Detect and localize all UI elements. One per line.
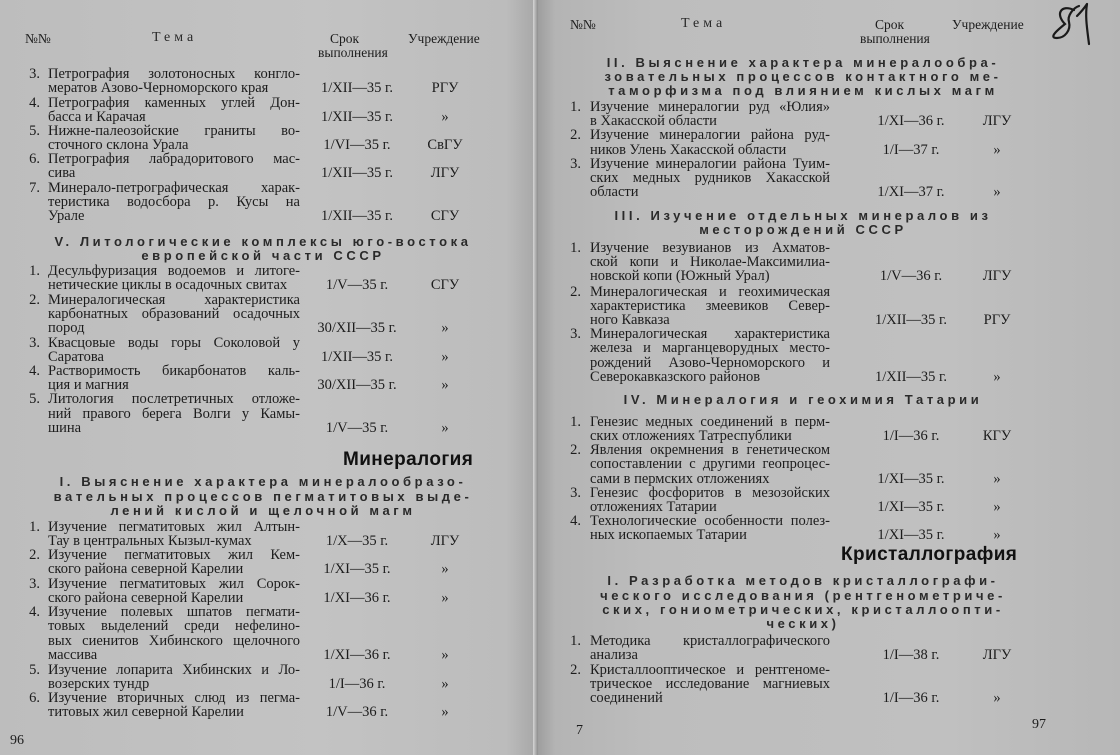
item-topic-line: карбонатных образований осадочных [48,306,300,322]
item-institution: » [441,590,449,606]
item-term: 1/I—38 г. [882,647,940,663]
item-number: 6. [29,151,40,167]
item-topic-line: сами в пермских отложениях [590,471,770,487]
item-number: 2. [570,662,581,678]
item-topic-line: Литология послетретичных отложе- [48,391,300,407]
column-header-term-line2: выполнения [318,45,388,60]
item-topic-line: Саратова [48,349,104,365]
item-topic-line: Изучение везувианов из Ахматов- [590,240,830,256]
item-institution: » [993,499,1001,515]
item-institution: ЛГУ [430,533,460,549]
item-topic-line: ного Кавказа [590,312,670,328]
item-institution: » [441,377,449,393]
section-heading-line: V. Литологические комплексы юго-востока [54,234,472,249]
item-institution: ЛГУ [982,268,1012,284]
section-heading-line: I. Выяснение характера минералообразо- [59,474,467,489]
item-term: 1/XI—35 г. [877,471,945,487]
section-heading-line: II. Выяснение характера минералообра- [606,55,1000,70]
item-term: 1/XI—35 г. [877,499,945,515]
item-topic-line: мератов Азово-Черноморского края [48,80,269,96]
section-heading-line: ских, гониометрических, кристаллоопти- [602,602,1004,617]
left-page [0,0,533,755]
item-topic-line: Десульфуризация водоемов и литоге- [48,263,300,279]
item-topic-line: ской копи и Николае-Максимилиа- [590,254,830,270]
item-term: 30/XII—35 г. [317,377,397,393]
page-number-left: 96 [10,733,24,748]
item-topic-line: Технологические особенности полез- [590,513,830,529]
item-topic-line: трическое исследование магниевых [590,676,830,692]
section-heading-line: месторождений СССР [699,222,907,237]
item-topic-line: ников Улень Хакасской области [590,142,787,158]
item-topic-line: Изучение пегматитовых жил Сорок- [48,576,300,592]
item-institution: » [441,420,449,436]
item-number: 2. [570,442,581,458]
item-number: 1. [29,263,40,279]
item-term: 1/XII—35 г. [875,312,947,328]
section-heading-line: ческого исследования (рентгенометриче- [600,588,1006,603]
item-institution: » [993,142,1001,158]
item-institution: » [441,647,449,663]
item-topic-line: ных ископаемых Татарии [590,527,747,543]
handwritten-page-mark [1041,2,1101,48]
item-number: 5. [29,391,40,407]
item-institution: КГУ [982,428,1012,444]
item-topic-line: Изучение лопарита Хибинских и Ло- [48,662,300,678]
item-term: 1/XI—36 г. [323,647,391,663]
item-number: 4. [29,363,40,379]
item-number: 2. [29,547,40,563]
section-heading-line: зовательных процессов контактного ме- [604,69,1002,84]
item-number: 4. [570,513,581,529]
item-topic-line: Изучение вторичных слюд из пегма- [48,690,300,706]
item-term: 1/XII—35 г. [321,109,393,125]
item-institution: СГУ [430,277,460,293]
section-heading-line: европейской части СССР [141,248,385,263]
item-topic-line: сива [48,165,76,181]
item-institution: » [993,690,1001,706]
item-term: 1/V—36 г. [325,704,389,720]
item-topic-line: отложениях Татарии [590,499,717,515]
item-topic-line: ний правого берега Волги у Камы- [48,406,300,422]
item-topic-line: басса и Карачая [48,109,146,125]
section-heading-line: таморфизма под влиянием кислых магм [608,83,998,98]
item-institution: » [441,561,449,577]
item-term: 1/V—36 г. [879,268,943,284]
item-topic-line: области [590,184,639,200]
section-heading-line: I. Разработка методов кристаллографи- [607,573,999,588]
item-topic-line: ция и магния [48,377,129,393]
item-topic-line: Изучение минералогии района руд- [590,127,830,143]
item-topic-line: рождений Азово-Черноморского и [590,355,830,371]
item-institution: » [441,320,449,336]
item-topic-line: Петрография золотоносных конгло- [48,66,300,82]
column-header-institution: Учреждение [408,31,480,46]
item-institution: » [441,349,449,365]
item-topic-line: возерских тундр [48,676,150,692]
item-number: 7. [29,180,40,196]
discipline-heading-mineralogy: Минералогия [343,449,474,470]
item-number: 3. [570,326,581,342]
section-heading-line: ческих) [766,616,840,631]
item-topic-line: Явления окремнения в генетическом [590,442,830,458]
column-header-term: Срок [875,17,905,32]
item-topic-line: Растворимость бикарбонатов каль- [48,363,300,379]
item-topic-line: Минералогическая характеристика [590,326,830,342]
item-topic-line: сточного склона Урала [48,137,189,153]
item-institution: ЛГУ [430,165,460,181]
item-topic-line: Северокавказского районов [590,369,761,385]
item-institution: РГУ [431,80,459,96]
item-number: 1. [570,240,581,256]
item-number: 1. [29,519,40,535]
column-header-institution: Учреждение [952,17,1024,32]
item-topic-line: соединений [590,690,663,706]
item-institution: СГУ [430,208,460,224]
item-number: 3. [29,335,40,351]
item-number: 3. [570,485,581,501]
item-topic-line: ских медных рудников Хакасской [590,170,830,186]
item-topic-line: Минералогическая и геохимическая [590,284,830,300]
column-header-topic: Тема [152,30,198,45]
signature-mark: 7 [576,723,583,738]
right-page [538,0,1120,755]
item-topic-line: Петрография каменных углей Дон- [48,95,300,111]
item-topic-line: теристика водосбора р. Кусы на [48,194,300,210]
item-term: 1/XI—35 г. [323,561,391,577]
item-term: 1/XI—35 г. [877,527,945,543]
item-number: 3. [570,156,581,172]
item-topic-line: Изучение пегматитовых жил Кем- [48,547,300,563]
item-topic-line: в Хакасской области [590,113,717,129]
item-term: 1/I—36 г. [882,690,940,706]
item-term: 1/V—35 г. [325,277,389,293]
item-number: 2. [570,127,581,143]
item-term: 1/XII—35 г. [321,208,393,224]
item-topic-line: анализа [590,647,638,663]
item-topic-line: Тау в центральных Кызыл-кумах [48,533,252,549]
item-topic-line: шина [48,420,82,436]
item-term: 1/XI—36 г. [323,590,391,606]
item-institution: ЛГУ [982,113,1012,129]
item-number: 2. [29,292,40,308]
item-topic-line: Изучение пегматитовых жил Алтын- [48,519,300,535]
item-term: 1/XII—35 г. [321,349,393,365]
item-topic-line: пород [48,320,85,336]
item-number: 1. [570,414,581,430]
item-number: 4. [29,95,40,111]
item-institution: » [993,471,1001,487]
item-term: 1/XII—35 г. [321,80,393,96]
item-topic-line: Нижне-палеозойские граниты во- [48,123,300,139]
item-topic-line: Квасцовые воды горы Соколовой у [48,335,300,351]
item-topic-line: ских отложениях Татреспублики [590,428,792,444]
item-number: 5. [29,123,40,139]
item-topic-line: Изучение минералогии района Туим- [590,156,830,172]
item-institution: ЛГУ [982,647,1012,663]
item-topic-line: сопоставлении с другими геопроцес- [590,456,830,472]
item-topic-line: Минерало-петрографическая харак- [48,180,300,196]
column-header-number: №№ [570,17,596,32]
item-topic-line: новской копи (Южный Урал) [590,268,770,284]
discipline-heading-crystallography: Кристаллография [841,544,1018,565]
item-topic-line: характеристика змеевиков Север- [590,298,830,314]
item-topic-line: Изучение минералогии руд «Юлия» [590,99,830,115]
item-number: 3. [29,66,40,82]
item-term: 1/X—35 г. [325,533,389,549]
item-topic-line: нетические циклы в осадочных свитах [48,277,288,293]
item-topic-line: вых сиенитов Хибинского щелочного [48,633,300,649]
item-topic-line: Изучение полевых шпатов пегмати- [48,604,300,620]
item-topic-line: Урале [48,208,85,224]
column-header-term: Срок [330,31,360,46]
item-term: 1/V—35 г. [325,420,389,436]
item-topic-line: Минералогическая характеристика [48,292,300,308]
item-institution: » [993,184,1001,200]
item-institution: СвГУ [427,137,463,153]
item-term: 1/I—36 г. [328,676,386,692]
item-term: 1/XII—35 г. [875,369,947,385]
section-heading-line: IV. Минералогия и геохимия Татарии [623,392,983,407]
item-term: 1/XI—37 г. [877,184,945,200]
item-number: 3. [29,576,40,592]
item-institution: » [441,676,449,692]
item-term: 30/XII—35 г. [317,320,397,336]
item-topic-line: железа и марганцеворудных место- [590,340,830,356]
item-institution: » [441,109,449,125]
item-number: 4. [29,604,40,620]
item-number: 1. [570,99,581,115]
item-term: 1/VI—35 г. [323,137,391,153]
item-topic-line: Методика кристаллографического [590,633,830,649]
item-term: 1/XII—35 г. [321,165,393,181]
item-topic-line: товых выделений среди нефелино- [48,618,300,634]
item-institution: РГУ [983,312,1011,328]
item-topic-line: Кристаллооптическое и рентгеноме- [590,662,830,678]
item-number: 6. [29,690,40,706]
item-topic-line: Генезис медных соединений в перм- [590,414,830,430]
item-number: 5. [29,662,40,678]
item-number: 1. [570,633,581,649]
item-term: 1/I—37 г. [882,142,940,158]
item-institution: » [441,704,449,720]
section-heading-line: лений кислой и щелочной магм [110,503,416,518]
item-term: 1/I—36 г. [882,428,940,444]
item-institution: » [993,369,1001,385]
item-topic-line: Генезис фосфоритов в мезозойских [590,485,830,501]
column-header-topic: Тема [681,16,727,31]
item-topic-line: ского района северной Карелии [48,561,244,577]
item-institution: » [993,527,1001,543]
item-topic-line: титовых жил северной Карелии [48,704,244,720]
column-header-number: №№ [25,31,51,46]
item-topic-line: Петрография лабрадоритового мас- [48,151,300,167]
item-term: 1/XI—36 г. [877,113,945,129]
column-header-term-line2: выполнения [860,31,930,46]
section-heading-line: вательных процессов пегматитовых выде- [53,489,473,504]
page-number-right: 97 [1032,717,1046,732]
section-heading-line: III. Изучение отдельных минералов из [614,208,992,223]
item-topic-line: массива [48,647,98,663]
item-topic-line: ского района северной Карелии [48,590,244,606]
item-number: 2. [570,284,581,300]
